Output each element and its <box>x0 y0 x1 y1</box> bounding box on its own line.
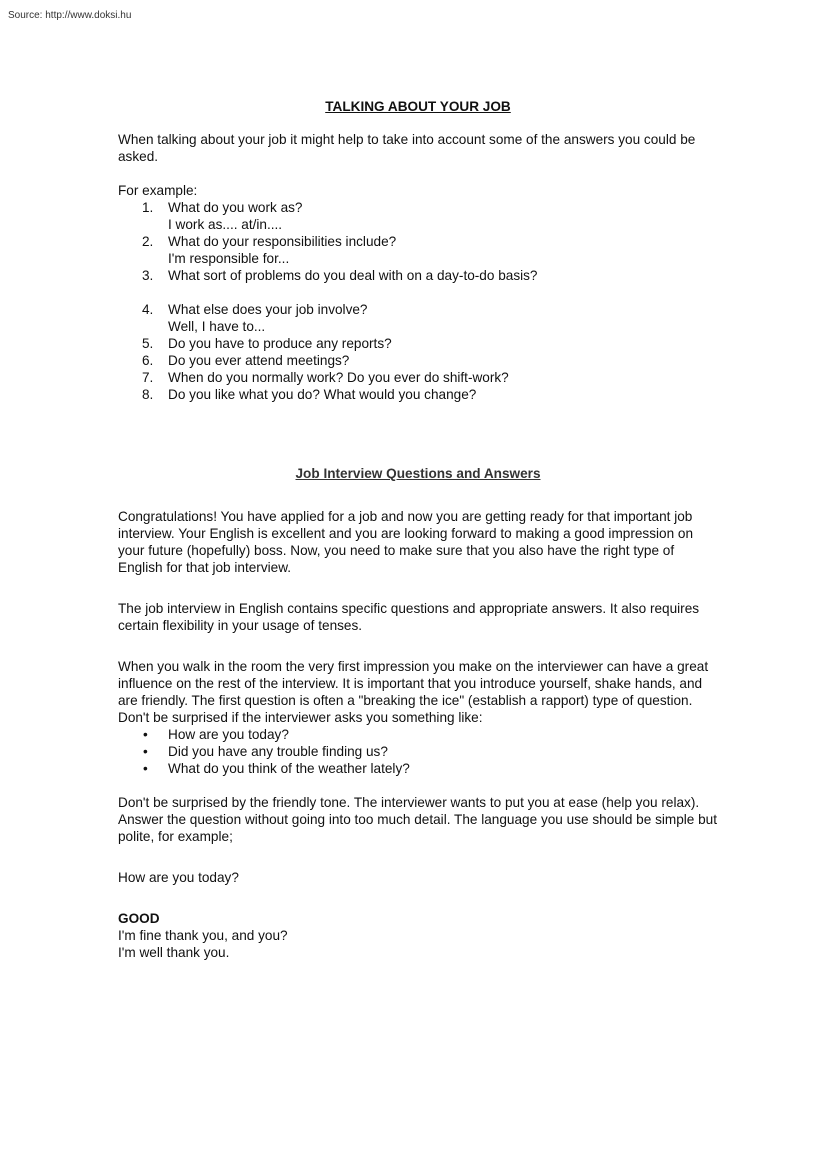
question-number: 5. <box>142 336 154 351</box>
question-text: What else does your job involve? <box>168 302 368 317</box>
question-text: What do you work as? <box>168 200 303 215</box>
question-number: 8. <box>142 387 154 402</box>
question-answer: Well, I have to... <box>168 319 266 334</box>
for-example-label: For example: <box>118 183 198 198</box>
bullet-text: What do you think of the weather lately? <box>168 761 410 776</box>
bullet-text: How are you today? <box>168 727 289 742</box>
question-text: Do you have to produce any reports? <box>168 336 392 351</box>
question-item <box>118 335 718 352</box>
bullet-list <box>118 726 718 777</box>
intro-paragraph: When talking about your job it might help to take into account some of the answers you could be asked. <box>118 132 696 164</box>
page-title: TALKING ABOUT YOUR JOB <box>325 99 511 114</box>
source-label: Source: http://www.doksi.hu <box>8 10 132 21</box>
question-item <box>118 233 718 267</box>
paragraph: When you walk in the room the very first impression you make on the interviewer can have a great influence on the rest of the interview. It is important that you introduce yourself, shake hands, and are friendly. The first question is often a "breaking the ice" (establish a rapport) type of question. Don't be surprised if the interviewer asks you something like: <box>118 659 709 725</box>
bullet-icon: • <box>143 727 148 742</box>
question-number: 2. <box>142 234 154 249</box>
question-text: Do you like what you do? What would you change? <box>168 387 477 402</box>
document-page <box>118 98 718 961</box>
paragraph: The job interview in English contains specific questions and appropriate answers. It also requires certain flexibility in your usage of tenses. <box>118 601 700 633</box>
question-item <box>118 352 718 369</box>
bullet-icon: • <box>143 761 148 776</box>
question-number: 1. <box>142 200 154 215</box>
question-item <box>118 369 718 386</box>
question-text: When do you normally work? Do you ever do shift-work? <box>168 370 509 385</box>
question-text: What do your responsibilities include? <box>168 234 397 249</box>
list-item <box>118 760 718 777</box>
question-number: 7. <box>142 370 154 385</box>
tone-paragraph: Don't be surprised by the friendly tone. The interviewer wants to put you at ease (help you relax). Answer the question without going into too much detail. The language you use should be simple but polite, for example; <box>118 795 718 844</box>
question-answer: I work as.... at/in.... <box>168 217 283 232</box>
good-label: GOOD <box>118 911 160 926</box>
question-text: Do you ever attend meetings? <box>168 353 350 368</box>
question-list <box>118 199 718 403</box>
question-item <box>118 267 718 284</box>
bullet-text: Did you have any trouble finding us? <box>168 744 388 759</box>
list-item <box>118 726 718 743</box>
question-text: What sort of problems do you deal with on a day-to-do basis? <box>168 268 538 283</box>
question-item <box>118 386 718 403</box>
bullet-icon: • <box>143 744 148 759</box>
paragraph: Congratulations! You have applied for a job and now you are getting ready for that important job interview. Your English is excellent and you are looking forward to making a good impression on your future (hopefully) boss. Now, you need to make sure that you also have the right type of English for that job interview. <box>118 509 694 575</box>
question-number: 6. <box>142 353 154 368</box>
good-answer: I'm fine thank you, and you? <box>118 928 288 943</box>
question-number: 3. <box>142 268 154 283</box>
question-answer: I'm responsible for... <box>168 251 290 266</box>
list-item <box>118 743 718 760</box>
example-question: How are you today? <box>118 870 239 885</box>
question-number: 4. <box>142 302 154 317</box>
good-answer: I'm well thank you. <box>118 945 230 960</box>
question-item <box>118 199 718 233</box>
section-title: Job Interview Questions and Answers <box>295 466 541 481</box>
question-item <box>118 301 718 335</box>
